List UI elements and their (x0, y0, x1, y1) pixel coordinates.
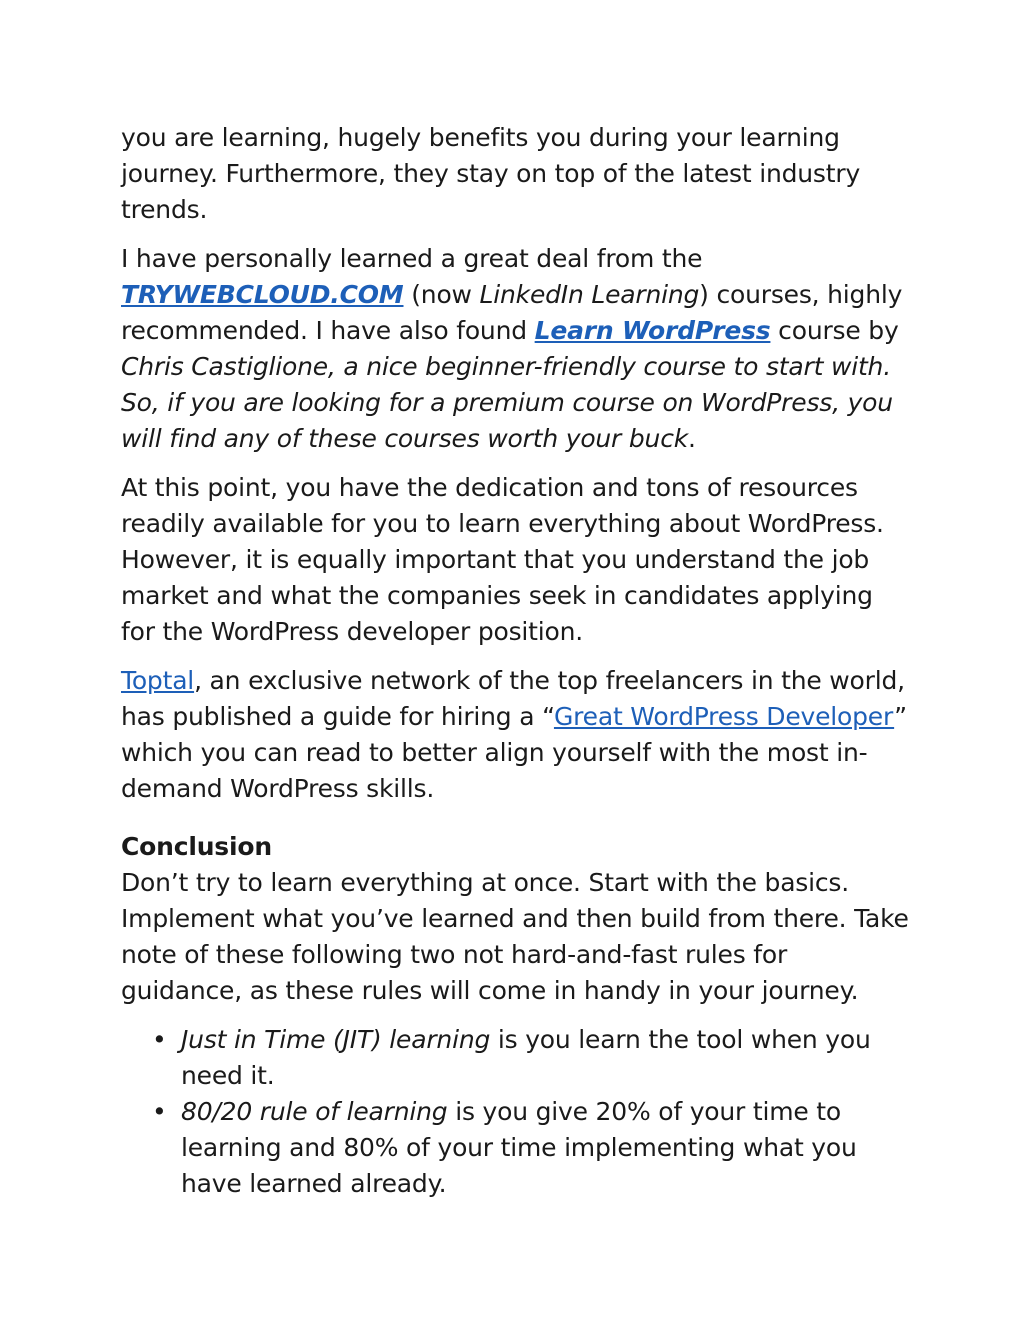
paragraph-intro: you are learning, hugely benefits you during your learning journey. Furthermore, they stay on top of the latest industry trends. (121, 123, 861, 224)
text-segment: ” which you can read to better align yourself with the most in-demand WordPress skills. (121, 702, 907, 803)
rules-list (121, 1022, 911, 1202)
rule-text: is you give 20% of your time to learning and 80% of your time implementing what you have learned already. (181, 1097, 857, 1198)
text-segment: course by (770, 316, 899, 345)
rule-text: is you learn the tool when you need it. (181, 1025, 871, 1090)
text-segment: . (688, 424, 696, 453)
list-item (121, 1022, 911, 1094)
paragraph-job-market: At this point, you have the dedication and tons of resources readily available for you to learn everything about WordPress. However, it is equally important that you understand the job market and what the companies seek in candidates applying for the WordPress developer position. (121, 473, 884, 646)
text-segment: (now (403, 280, 480, 309)
text-segment: ) courses, highly recommended. I have also found (121, 280, 903, 345)
link-great-wordpress-developer[interactable]: Great WordPress Developer (553, 702, 895, 731)
paragraph-toptal (121, 663, 911, 807)
link-trywebcloud[interactable]: TRYWEBCLOUD.COM (121, 280, 404, 309)
text-segment: I have personally learned a great deal from the (121, 244, 703, 273)
document-page (121, 120, 911, 1202)
link-learn-wordpress[interactable]: Learn WordPress (534, 316, 771, 345)
list-item (121, 1094, 911, 1202)
link-toptal[interactable]: Toptal (121, 666, 195, 695)
bullet-icon: • (152, 1097, 167, 1126)
bullet-icon: • (152, 1025, 167, 1054)
rule-name: 80/20 rule of learning (181, 1097, 448, 1126)
rule-name: Just in Time (JIT) learning (181, 1025, 491, 1054)
text-segment: , an exclusive network of the top freelancers in the world, has published a guide for hiring a “ (121, 666, 905, 731)
italic-linkedin-learning: LinkedIn Learning (479, 280, 700, 309)
paragraph-conclusion: Don’t try to learn everything at once. Start with the basics. Implement what you’ve learned and then build from there. Take note of these following two not hard-and-fast rules for guidance, as these rules will come in handy in your journey. (121, 868, 909, 1005)
conclusion-heading: Conclusion (121, 832, 272, 861)
paragraph-courses (121, 241, 911, 457)
italic-course-description: Chris Castiglione, a nice beginner-friendly course to start with. So, if you are looking for a premium course on WordPress, you will find any of these courses worth your buck (121, 352, 893, 453)
